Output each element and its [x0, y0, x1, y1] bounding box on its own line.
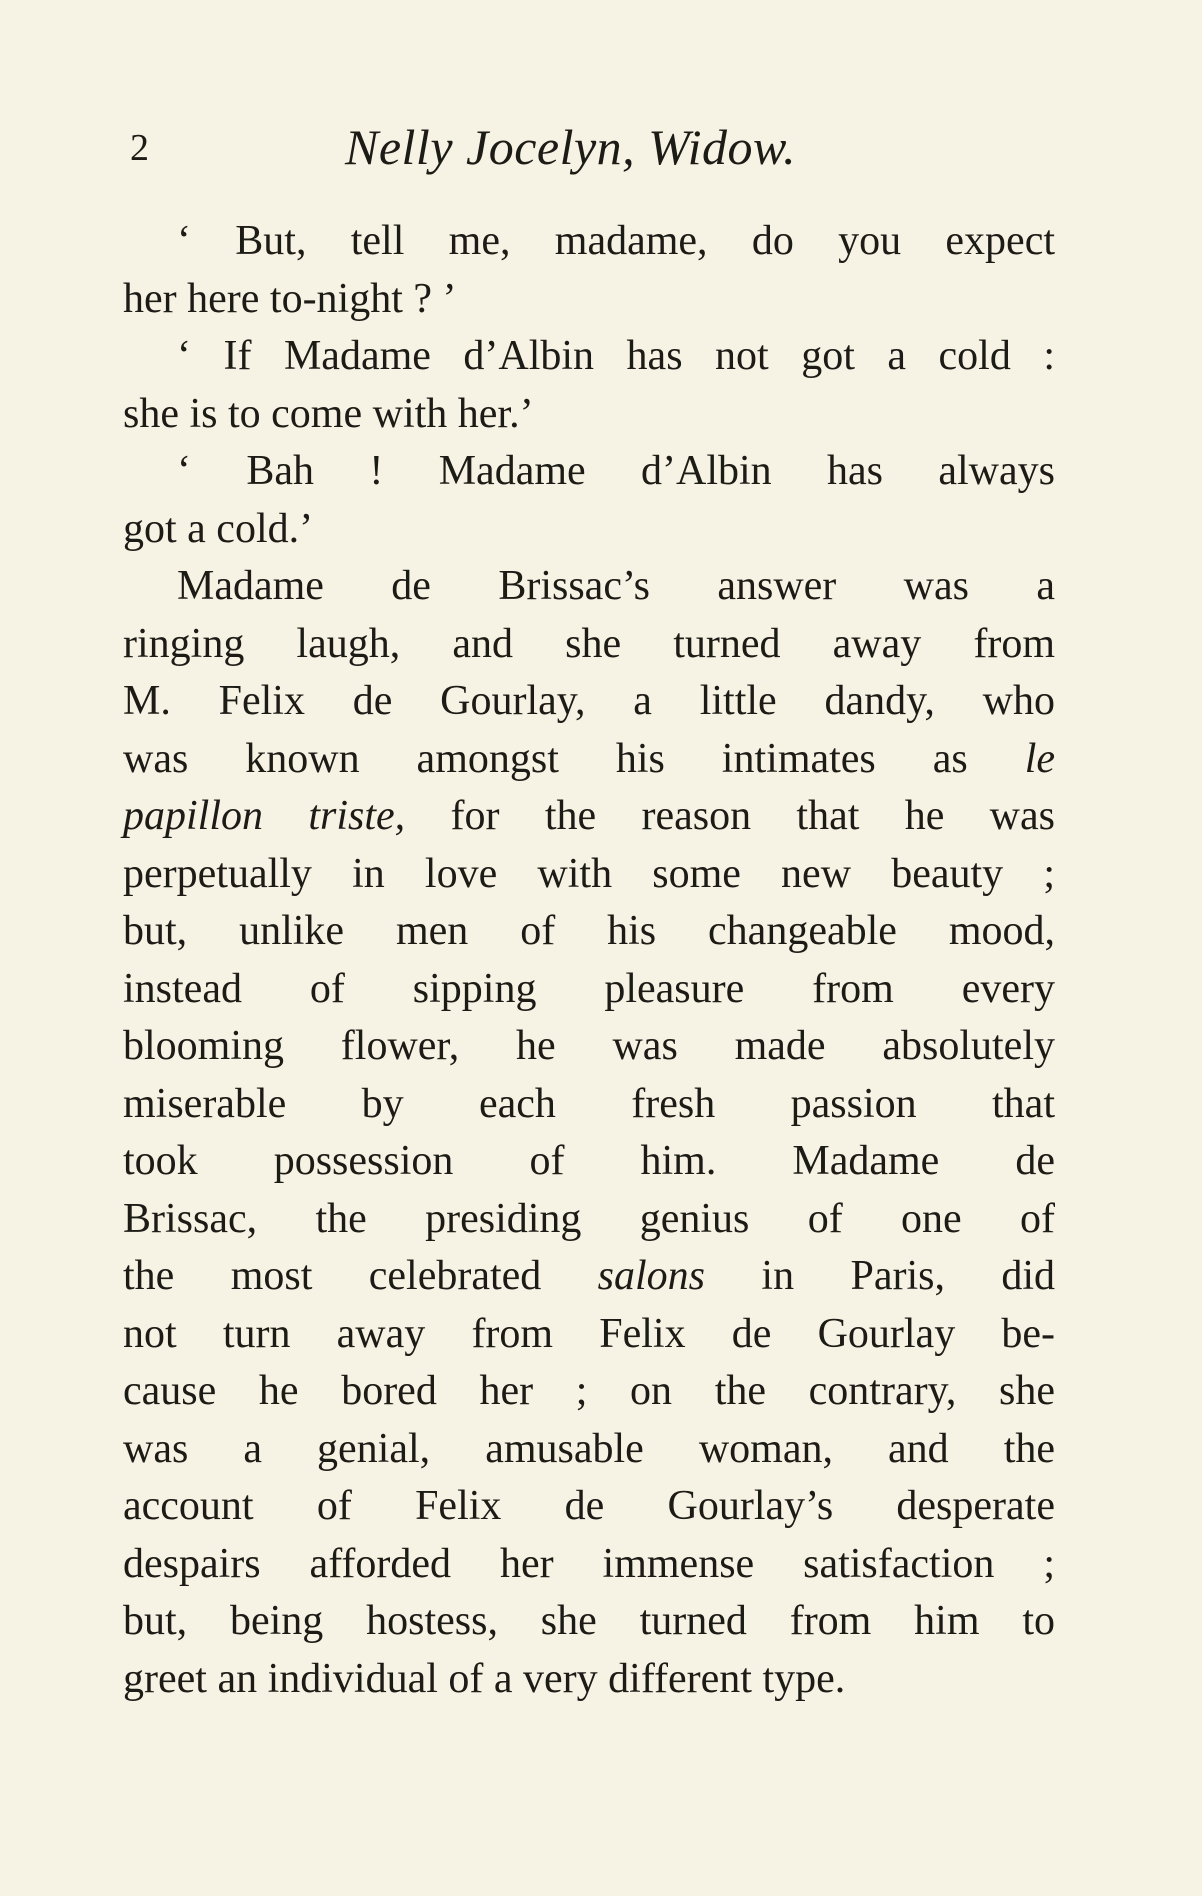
text-line: ‘ Bah ! Madame d’Albin has always: [177, 448, 1055, 494]
text-line: got a cold.’: [123, 505, 314, 552]
text-line: took possession of him. Madame de: [123, 1138, 1055, 1184]
text-line: but, unlike men of his changeable mood,: [123, 908, 1055, 954]
text-line: blooming flower, he was made absolutely: [123, 1023, 1055, 1069]
text-line: cause he bored her ; on the contrary, she: [123, 1368, 1055, 1414]
text-line: Brissac, the presiding genius of one of: [123, 1195, 1055, 1242]
text-line: the most celebrated salons in Paris, did: [123, 1253, 1056, 1299]
text-line: ‘ But, tell me, madame, do you expect: [177, 218, 1055, 264]
text-line: her here to-night ? ’: [123, 275, 457, 322]
text-line: account of Felix de Gourlay’s desperate: [123, 1483, 1055, 1529]
text-line: perpetually in love with some new beauty ;: [123, 850, 1055, 897]
text-line: was a genial, amusable woman, and the: [123, 1425, 1055, 1472]
text-line: but, being hostess, she turned from him to: [123, 1598, 1055, 1644]
italic-phrase: papillon triste,: [123, 793, 406, 839]
running-title: Nelly Jocelyn, Widow.: [345, 119, 797, 175]
text-line: was known amongst his intimates as le: [123, 735, 1056, 782]
text-line: not turn away from Felix de Gourlay be-: [123, 1310, 1055, 1357]
text-line: despairs afforded her immense satisfaction ;: [123, 1540, 1055, 1587]
italic-phrase: salons: [597, 1253, 706, 1299]
text-line: papillon triste, for the reason that he was: [123, 793, 1055, 839]
body-text: [123, 213, 1055, 1708]
page-number: 2: [130, 127, 149, 169]
text-line: instead of sipping pleasure from every: [123, 965, 1055, 1012]
text-line: Madame de Brissac’s answer was a: [177, 563, 1055, 609]
italic-phrase: le: [1024, 735, 1056, 782]
page-header: [130, 118, 1060, 178]
text-line: M. Felix de Gourlay, a little dandy, who: [123, 678, 1055, 724]
text-line: ringing laugh, and she turned away from: [123, 620, 1055, 667]
text-line: she is to come with her.’: [123, 390, 534, 437]
text-line: miserable by each fresh passion that: [123, 1080, 1055, 1127]
text-line: ‘ If Madame d’Albin has not got a cold :: [177, 333, 1055, 379]
text-line: greet an individual of a very different type.: [123, 1655, 846, 1702]
